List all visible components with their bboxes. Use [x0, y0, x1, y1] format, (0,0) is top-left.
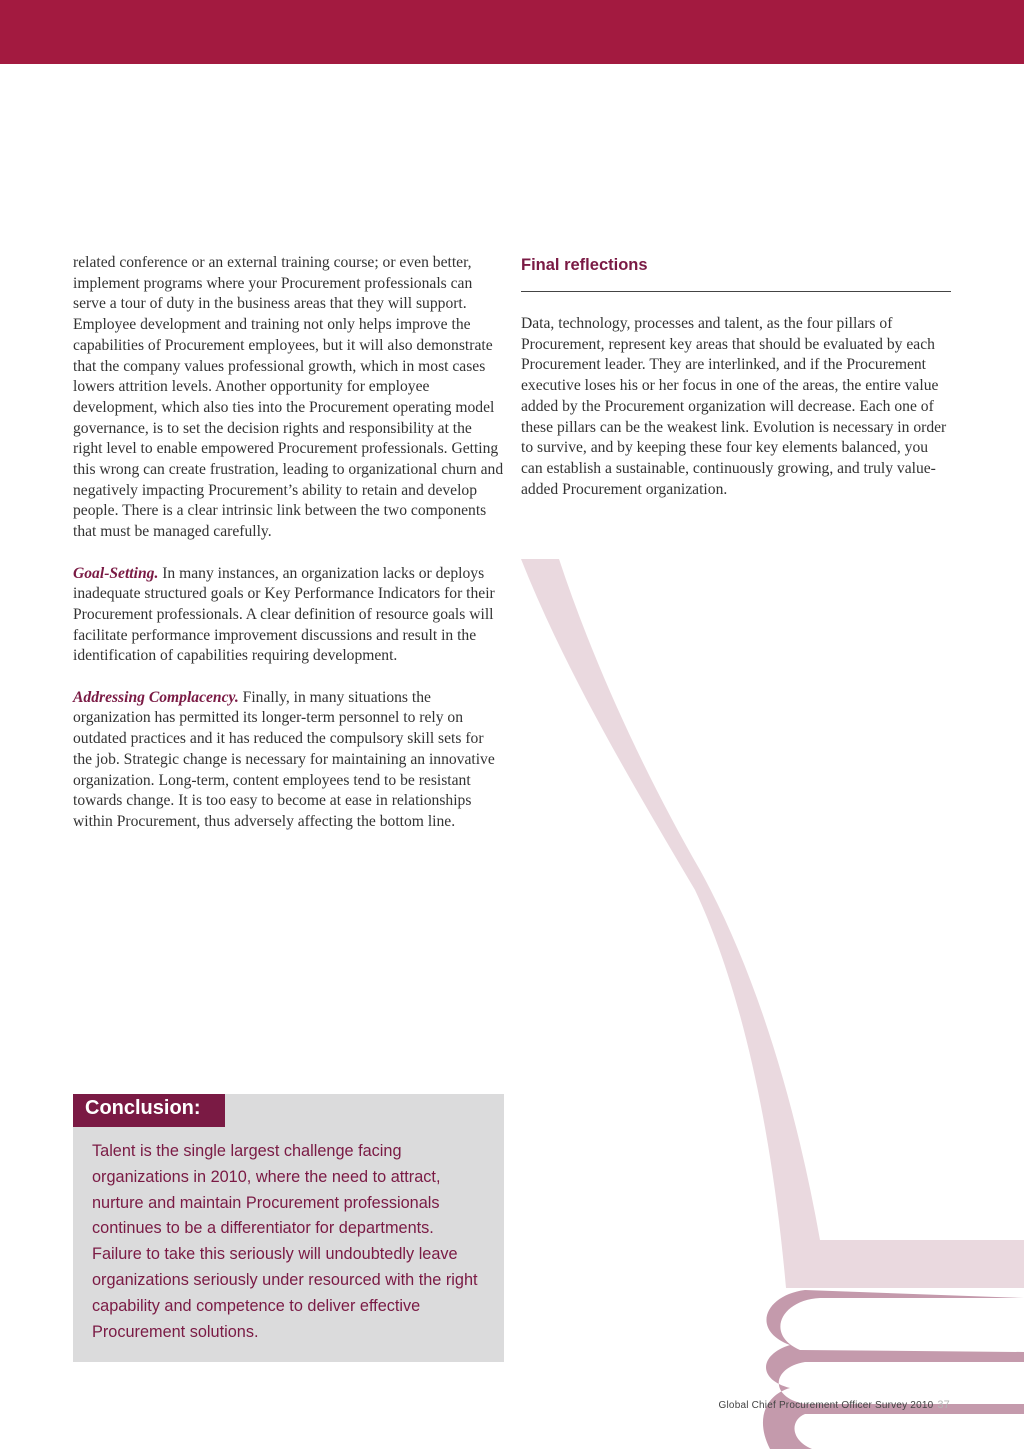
- right-column: [521, 253, 951, 500]
- paragraph-complacency: [73, 688, 505, 833]
- page-footer: [719, 1399, 950, 1411]
- decorative-curve: [521, 559, 1024, 1288]
- complacency-lead: Addressing Complacency.: [73, 688, 239, 706]
- paragraph-final-reflections: Data, technology, processes and talent, as the four pillars of Procurement, represent key areas that should be evaluated by each Procurement leader. They are interlinked, and if the Procurement executive loses his or her focus in one of the areas, the entire value added by the Procurement organization will decrease. Each one of these pillars can be the weakest link. Evolution is necessary in order to survive, and by keeping these four key elements balanced, you can establish a sustainable, continuously growing, and truly value-added Procurement organization.: [521, 315, 947, 498]
- page-number: 37: [937, 1399, 950, 1411]
- conclusion-box: [73, 1094, 504, 1362]
- section-title-final-reflections: Final reflections: [521, 256, 648, 274]
- paragraph-development: related conference or an external training course; or even better, implement programs where your Procurement professionals can serve a tour of duty in the business areas that they will support. Employee development and training not only helps improve the capabilities of Procurement employees, but it will also demonstrate that the company values professional growth, which in most cases lowers attrition levels. Another opportunity for employee development, which also ties into the Procurement operating model governance, is to set the decision rights and responsibility at the right level to enable empowered Procurement professionals. Getting this wrong can create frustration, leading to organizational churn and negatively impacting Procurement’s ability to retain and develop people. There is a clear intrinsic link between the two components that must be managed carefully.: [73, 254, 504, 541]
- decorative-coil: [763, 1290, 1024, 1449]
- complacency-text: Finally, in many situations the organization has permitted its longer-term personnel to rely on outdated practices and it has reduced the compulsory skill sets for the job. Strategic change is necessary for maintaining an innovative organization. Long-term, content employees tend to be resistant towards change. It is too easy to become at ease in relationships within Procurement, thus adversely affecting the bottom line.: [73, 688, 495, 830]
- conclusion-text: Talent is the single largest challenge facing organizations in 2010, where the need to attract, nurture and maintain Procurement professionals continues to be a differentiator for departments. Failure to take this seriously will undoubtedly leave organizations seriously under resourced with the right capability and competence to deliver effective Procurement solutions.: [92, 1142, 478, 1341]
- goal-setting-lead: Goal-Setting.: [73, 564, 159, 582]
- section-divider: [521, 291, 951, 292]
- goal-setting-text: In many instances, an organization lacks or deploys inadequate structured goals or Key Performance Indicators for their Procurement professionals. A clear definition of resource goals will facilitate performance improvement discussions and result in the identification of capabilities requiring development.: [73, 564, 495, 665]
- footer-label: Global Chief Procurement Officer Survey 2010: [718, 1400, 934, 1411]
- conclusion-heading: Conclusion:: [73, 1094, 225, 1127]
- paragraph-goal-setting: [73, 564, 505, 668]
- left-column: [73, 253, 505, 853]
